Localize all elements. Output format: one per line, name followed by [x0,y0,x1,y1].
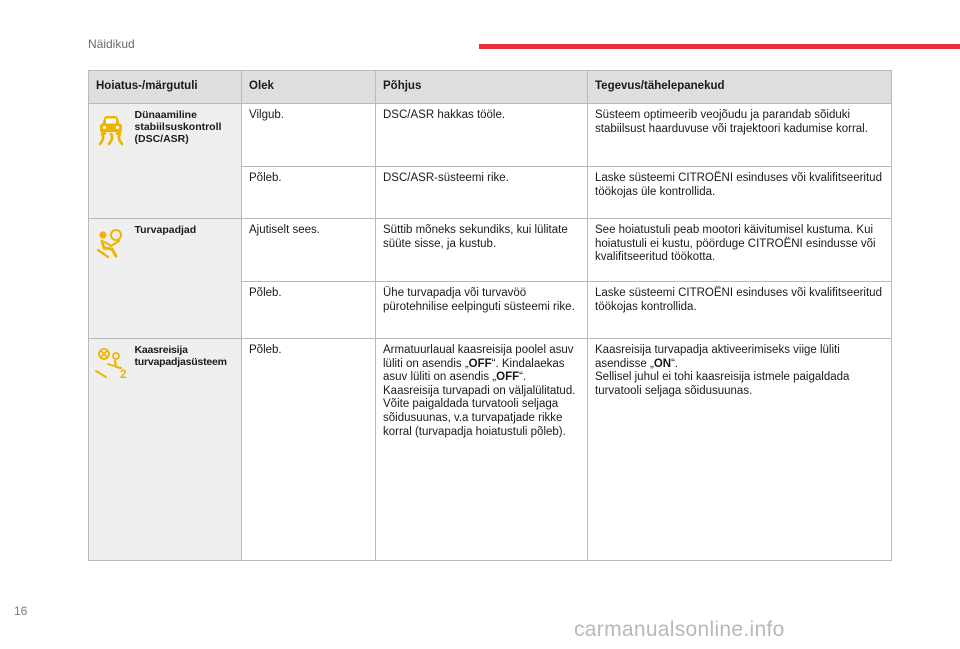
cause-cell: DSC/ASR hakkas tööle. [376,104,588,167]
switch-state-keyword: OFF [496,371,520,384]
lamp-name: Dünaamiline stabiilsuskontroll (DSC/ASR) [133,104,242,219]
table-row [89,104,892,167]
accent-bar [479,44,960,49]
watermark: carmanualsonline.info [574,618,785,641]
dsc-skid-car-icon [95,112,127,146]
state-cell: Põleb. [242,339,376,561]
action-text: “. [671,357,679,370]
state-cell: Ajutiselt sees. [242,219,376,282]
switch-state-keyword: OFF [468,357,492,370]
cause-text: Võite paigaldada turvatooli seljaga sõidusuunas, v.a turvapatjade rikke korral (turvapadja hoiatustuli põleb). [383,398,566,438]
column-header: Tegevus/tähelepanekud [588,71,892,104]
action-text: Sellisel juhul ei tohi kaasreisija istmele paigaldada turvatooli seljaga sõidusuunas. [595,371,850,397]
state-cell: Põleb. [242,282,376,339]
warning-lamps-table [88,70,892,561]
column-header: Põhjus [376,71,588,104]
column-header: Hoiatus-/märgutuli [89,71,242,104]
cause-cell: DSC/ASR-süsteemi rike. [376,167,588,219]
page-number: 16 [14,604,28,618]
airbag-icon [95,227,127,259]
lamp-icon-cell [89,219,133,339]
cause-text: Kaasreisija turvapadi on väljalülitatud. [383,384,576,397]
cause-cell: Süttib mõneks sekundiks, kui lülitate süüte sisse, ja kustub. [376,219,588,282]
switch-state-keyword: ON [653,357,672,370]
passenger-airbag-off-icon [94,347,128,379]
action-cell: Laske süsteemi CITROËNI esinduses või kvalifitseeritud töökojas üle kontrollida. [588,167,892,219]
state-cell: Põleb. [242,167,376,219]
action-cell: Laske süsteemi CITROËNI esinduses või kvalifitseeritud töökojas kontrollida. [588,282,892,339]
table-row [89,219,892,282]
lamp-icon-cell [89,339,133,561]
svg-text:2: 2 [119,367,127,379]
action-cell: Süsteem optimeerib veojõudu ja parandab sõiduki stabiilsust haarduvuse või trajektoori kadumise korral. [588,104,892,167]
cause-cell: Ühe turvapadja või turvavöö pürotehnilise eelpinguti süsteemi rike. [376,282,588,339]
cause-text: “. Kindalaekas asuv lüliti on asendis „ [383,357,565,384]
lamp-name: Turvapadjad [133,219,242,339]
table-header-row [89,71,892,104]
action-cell [588,339,892,561]
column-header: Olek [242,71,376,104]
action-text: Kaasreisija turvapadja aktiveerimiseks viige lüliti asendisse „ [595,344,840,370]
cause-text: Armatuurlaual kaasreisija poolel asuv lüliti on asendis „ [383,344,574,370]
state-cell: Vilgub. [242,104,376,167]
lamp-name: Kaasreisija turvapadjasüsteem [133,339,242,561]
section-title: Näidikud [88,37,135,51]
lamp-icon-cell [89,104,133,219]
table-row [89,339,892,561]
cause-cell [376,339,588,561]
cause-text: “. [519,371,527,384]
action-cell: See hoiatustuli peab mootori käivitumisel kustuma. Kui hoiatustuli ei kustu, pöörduge CITROËNI esindusse või kvalifitseeritud töökotta. [588,219,892,282]
